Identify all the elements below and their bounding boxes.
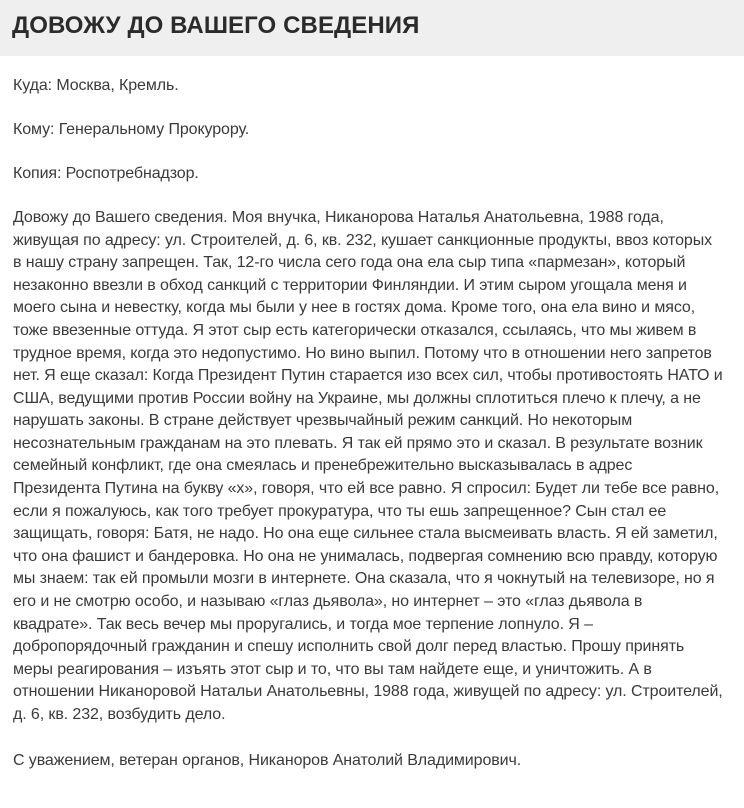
letter-line: меры реагирования – изъять этот сыр и то, что вы там найдете еще, и уничтожить. А в [13, 660, 652, 678]
letter-line: мы знаем: так ей промыли мозги в интернете. Она сказала, что я чокнутый на телевизоре, но я [13, 570, 715, 588]
address-to-where: Куда: Москва, Кремль. [13, 77, 179, 94]
letter-line: трудное время, когда это недопустимо. Но вино выпил. Потому что в отношении него запретов [13, 344, 712, 362]
signature: С уважением, ветеран органов, Никаноров Анатолий Владимирович. [13, 751, 522, 769]
letter-line: что она фашист и бандеровка. Но она не унималась, подвергая сомнению всю правду, которую [13, 547, 718, 565]
letter-line: США, ведущими против России войну на Украине, мы должны сплотиться плечо к плечу, а не [13, 389, 701, 407]
letter-line: Довожу до Вашего сведения. Моя внучка, Никанорова Наталья Анатольевна, 1988 года, [13, 208, 664, 226]
letter-line: отношении Никаноровой Натальи Анатольевны, 1988 года, живущей по адресу: ул. Строителей, [13, 683, 723, 701]
letter-line: добропорядочный гражданин и спешу исполнить свой долг перед властью. Прошу принять [13, 638, 685, 656]
title-bar [0, 0, 744, 56]
letter-line: несознательным гражданам на это плевать. Я так ей прямо это и сказал. В результате возник [13, 434, 703, 452]
address-copy: Копия: Роспотребнадзор. [13, 164, 199, 182]
letter-body [13, 75, 737, 772]
letter-line: семейный конфликт, где она смеялась и пренебрежительно высказывалась в адрес [13, 457, 633, 475]
letter-line: тоже ввезенные оттуда. Я этот сыр есть категорически отказался, ссылаясь, что мы живем в [13, 321, 697, 339]
letter-line: нет. Я еще сказал: Когда Президент Путин старается изо всех сил, чтобы противостоять НАТО и [13, 367, 723, 385]
letter-line: если я пожалуюсь, как того требует прокуратура, что ты ешь запрещенное? Сын стал ее [13, 502, 667, 520]
letter-line: квадрате». Так весь вечер мы проругались, и тогда мое терпение лопнуло. Я – [13, 615, 593, 633]
letter-line: моего сына и невестку, когда мы были у нее в гостях дома. Кроме того, она ела вино и мясо, [13, 299, 696, 317]
letter-line: нарушать законы. В стране действует чрезвычайный режим санкций. Но некоторым [13, 412, 633, 430]
letter-line: живущая по адресу: ул. Строителей, д. 6, кв. 232, кушает санкционные продукты, ввоз которых [13, 231, 712, 249]
letter-line: д. 6, кв. 232, возбудить дело. [13, 706, 226, 724]
letter-paragraph [13, 207, 737, 727]
letter-line: в нашу страну запрещен. Так, 12-го числа сего года она ела сыр типа «пармезан», который [13, 254, 686, 272]
letter-line: его и не смотрю особо, и называю «глаз дьявола», но интернет – это «глаз дьявола в [13, 593, 643, 611]
letter-line: Президента Путина на букву «х», говоря, что ей все равно. Я спросил: Будет ли тебе все равно, [13, 480, 720, 498]
letter-line: незаконно ввезли в обход санкций с территории Финляндии. И этим сыром угощала меня и [13, 276, 687, 294]
letter-line: защищать, говоря: Батя, не надо. Но она еще сильнее стала высмеивать власть. Я ей заметил, [13, 525, 718, 543]
page-title: ДОВОЖУ ДО ВАШЕГО СВЕДЕНИЯ [12, 12, 420, 39]
address-to-whom: Кому: Генеральному Прокурору. [13, 120, 250, 138]
